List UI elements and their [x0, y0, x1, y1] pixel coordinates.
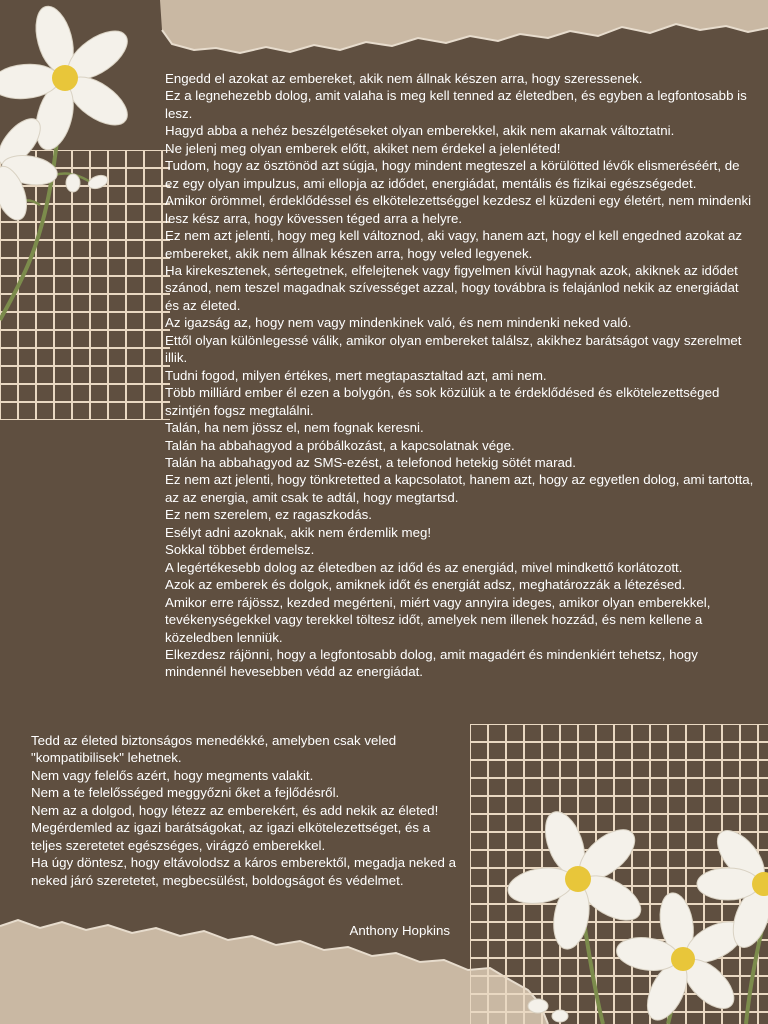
white-flower-bottom-right: [468, 784, 768, 1024]
quote-left-text: [31, 732, 461, 889]
quote-line: Ez nem szerelem, ez ragaszkodás.: [165, 507, 372, 523]
quote-line: Amikor örömmel, érdeklődéssel és elkötelezettséggel kezdesz el küzdeni egy életért, nem mindenki lesz kész arra, hogy kövessen téged arra a helyre.: [165, 193, 752, 226]
quote-line: Amikor erre rájössz, kezded megérteni, miért vagy annyira ideges, amikor olyan emberekkel, tevékenységekkel vagy terekkel töltesz időt, amelyek nem illenek hozzád, és nem kellene a közeledben lenniük.: [165, 594, 711, 645]
quote-line: Esélyt adni azoknak, akik nem érdemlik meg!: [165, 524, 432, 540]
quote-line: Több milliárd ember él ezen a bolygón, és sok közülük a te érdeklődésed és elkötelezettséged szintjén fogsz megtalálni.: [165, 385, 720, 418]
quote-line: Tedd az életed biztonságos menedékké, amelyben csak veled "kompatibilisek" lehetnek.: [31, 733, 397, 766]
quote-line: Ha úgy döntesz, hogy eltávolodsz a káros emberektől, megadja neked a neked járó szeretetet, megbecsülést, boldogságot és védelmet.: [31, 855, 457, 888]
quote-line: Ez nem azt jelenti, hogy tönkretetted a kapcsolatot, hanem azt, hogy az egyetlen dolog, ami tartotta, az az energia, amit csak te adtál, hogy megtartsd.: [165, 472, 754, 505]
quote-line: Ha kirekesztenek, sértegetnek, elfelejtenek vagy figyelmen kívül hagynak azok, akiknek az idődet szánod, nem teszel magadnak szívességet azzal, hogy továbbra is felajánlod nekik az energiádat és az életed.: [165, 262, 739, 313]
quote-line: Az igazság az, hogy nem vagy mindenkinek való, és nem mindenki neked való.: [165, 315, 632, 331]
quote-line: Nem vagy felelős azért, hogy megments valakit.: [31, 767, 314, 783]
quote-main-text: [165, 70, 755, 681]
quote-author: Anthony Hopkins: [349, 923, 450, 938]
quote-line: Ne jelenj meg olyan emberek előtt, akiket nem érdekel a jelenléted!: [165, 140, 561, 156]
quote-line: Talán, ha nem jössz el, nem fognak keresni.: [165, 420, 424, 436]
quote-line: Elkezdesz rájönni, hogy a legfontosabb dolog, amit magadért és mindenkiért tehetsz, hogy mindennél hevesebben védd az energiádat.: [165, 646, 698, 680]
quote-line: Tudom, hogy az ösztönöd azt súgja, hogy mindent megteszel a körülötted lévők elismeréséért, de ez egy olyan impulzus, ami ellopja az idődet, energiádat, mentális és fizikai egészségedet.: [165, 158, 740, 191]
quote-line: Engedd el azokat az embereket, akik nem állnak készen arra, hogy szeressenek.: [165, 71, 643, 86]
quote-line: Ez nem azt jelenti, hogy meg kell változnod, aki vagy, hanem azt, hogy el kell engedned azokat az embereket, akik nem állnak készen arra, hogy veled legyenek.: [165, 228, 743, 261]
quote-line: Hagyd abba a nehéz beszélgetéseket olyan emberekkel, akik nem akarnak változtatni.: [165, 123, 675, 139]
white-flower-top-left: [0, 0, 170, 340]
quote-line: Azok az emberek és dolgok, amiknek időt és energiát adsz, meghatározzák a létezésed.: [165, 577, 686, 593]
quote-line: Talán ha abbahagyod a próbálkozást, a kapcsolatnak vége.: [165, 437, 515, 453]
quote-line: Talán ha abbahagyod az SMS-ezést, a telefonod hetekig sötét marad.: [165, 454, 576, 470]
torn-paper-bottom-shape: [0, 920, 548, 1024]
quote-line: Megérdemled az igazi barátságokat, az igazi elkötelezettséget, és a teljes szeretetet egészséges, virágzó emberekkel.: [31, 820, 431, 853]
quote-line: Ez a legnehezebb dolog, amit valaha is meg kell tenned az életedben, és egyben a legfontosabb is lesz.: [165, 88, 747, 121]
quote-line: Nem az a dolgod, hogy létezz az emberekért, és add nekik az életed!: [31, 802, 439, 818]
quote-line: Tudni fogod, milyen értékes, mert megtapasztaltad azt, ami nem.: [165, 367, 547, 383]
quote-line: Sokkal többet érdemelsz.: [165, 542, 315, 558]
quote-line: Nem a te felelősséged meggyőzni őket a fejlődésről.: [31, 785, 340, 801]
quote-line: Ettől olyan különlegessé válik, amikor olyan embereket találsz, akikhez barátságot vagy szerelmet illik.: [165, 332, 742, 366]
quote-line: A legértékesebb dolog az életedben az időd és az energiád, mivel mindkettő korlátozott.: [165, 559, 683, 575]
torn-paper-top-shape: [160, 0, 768, 53]
